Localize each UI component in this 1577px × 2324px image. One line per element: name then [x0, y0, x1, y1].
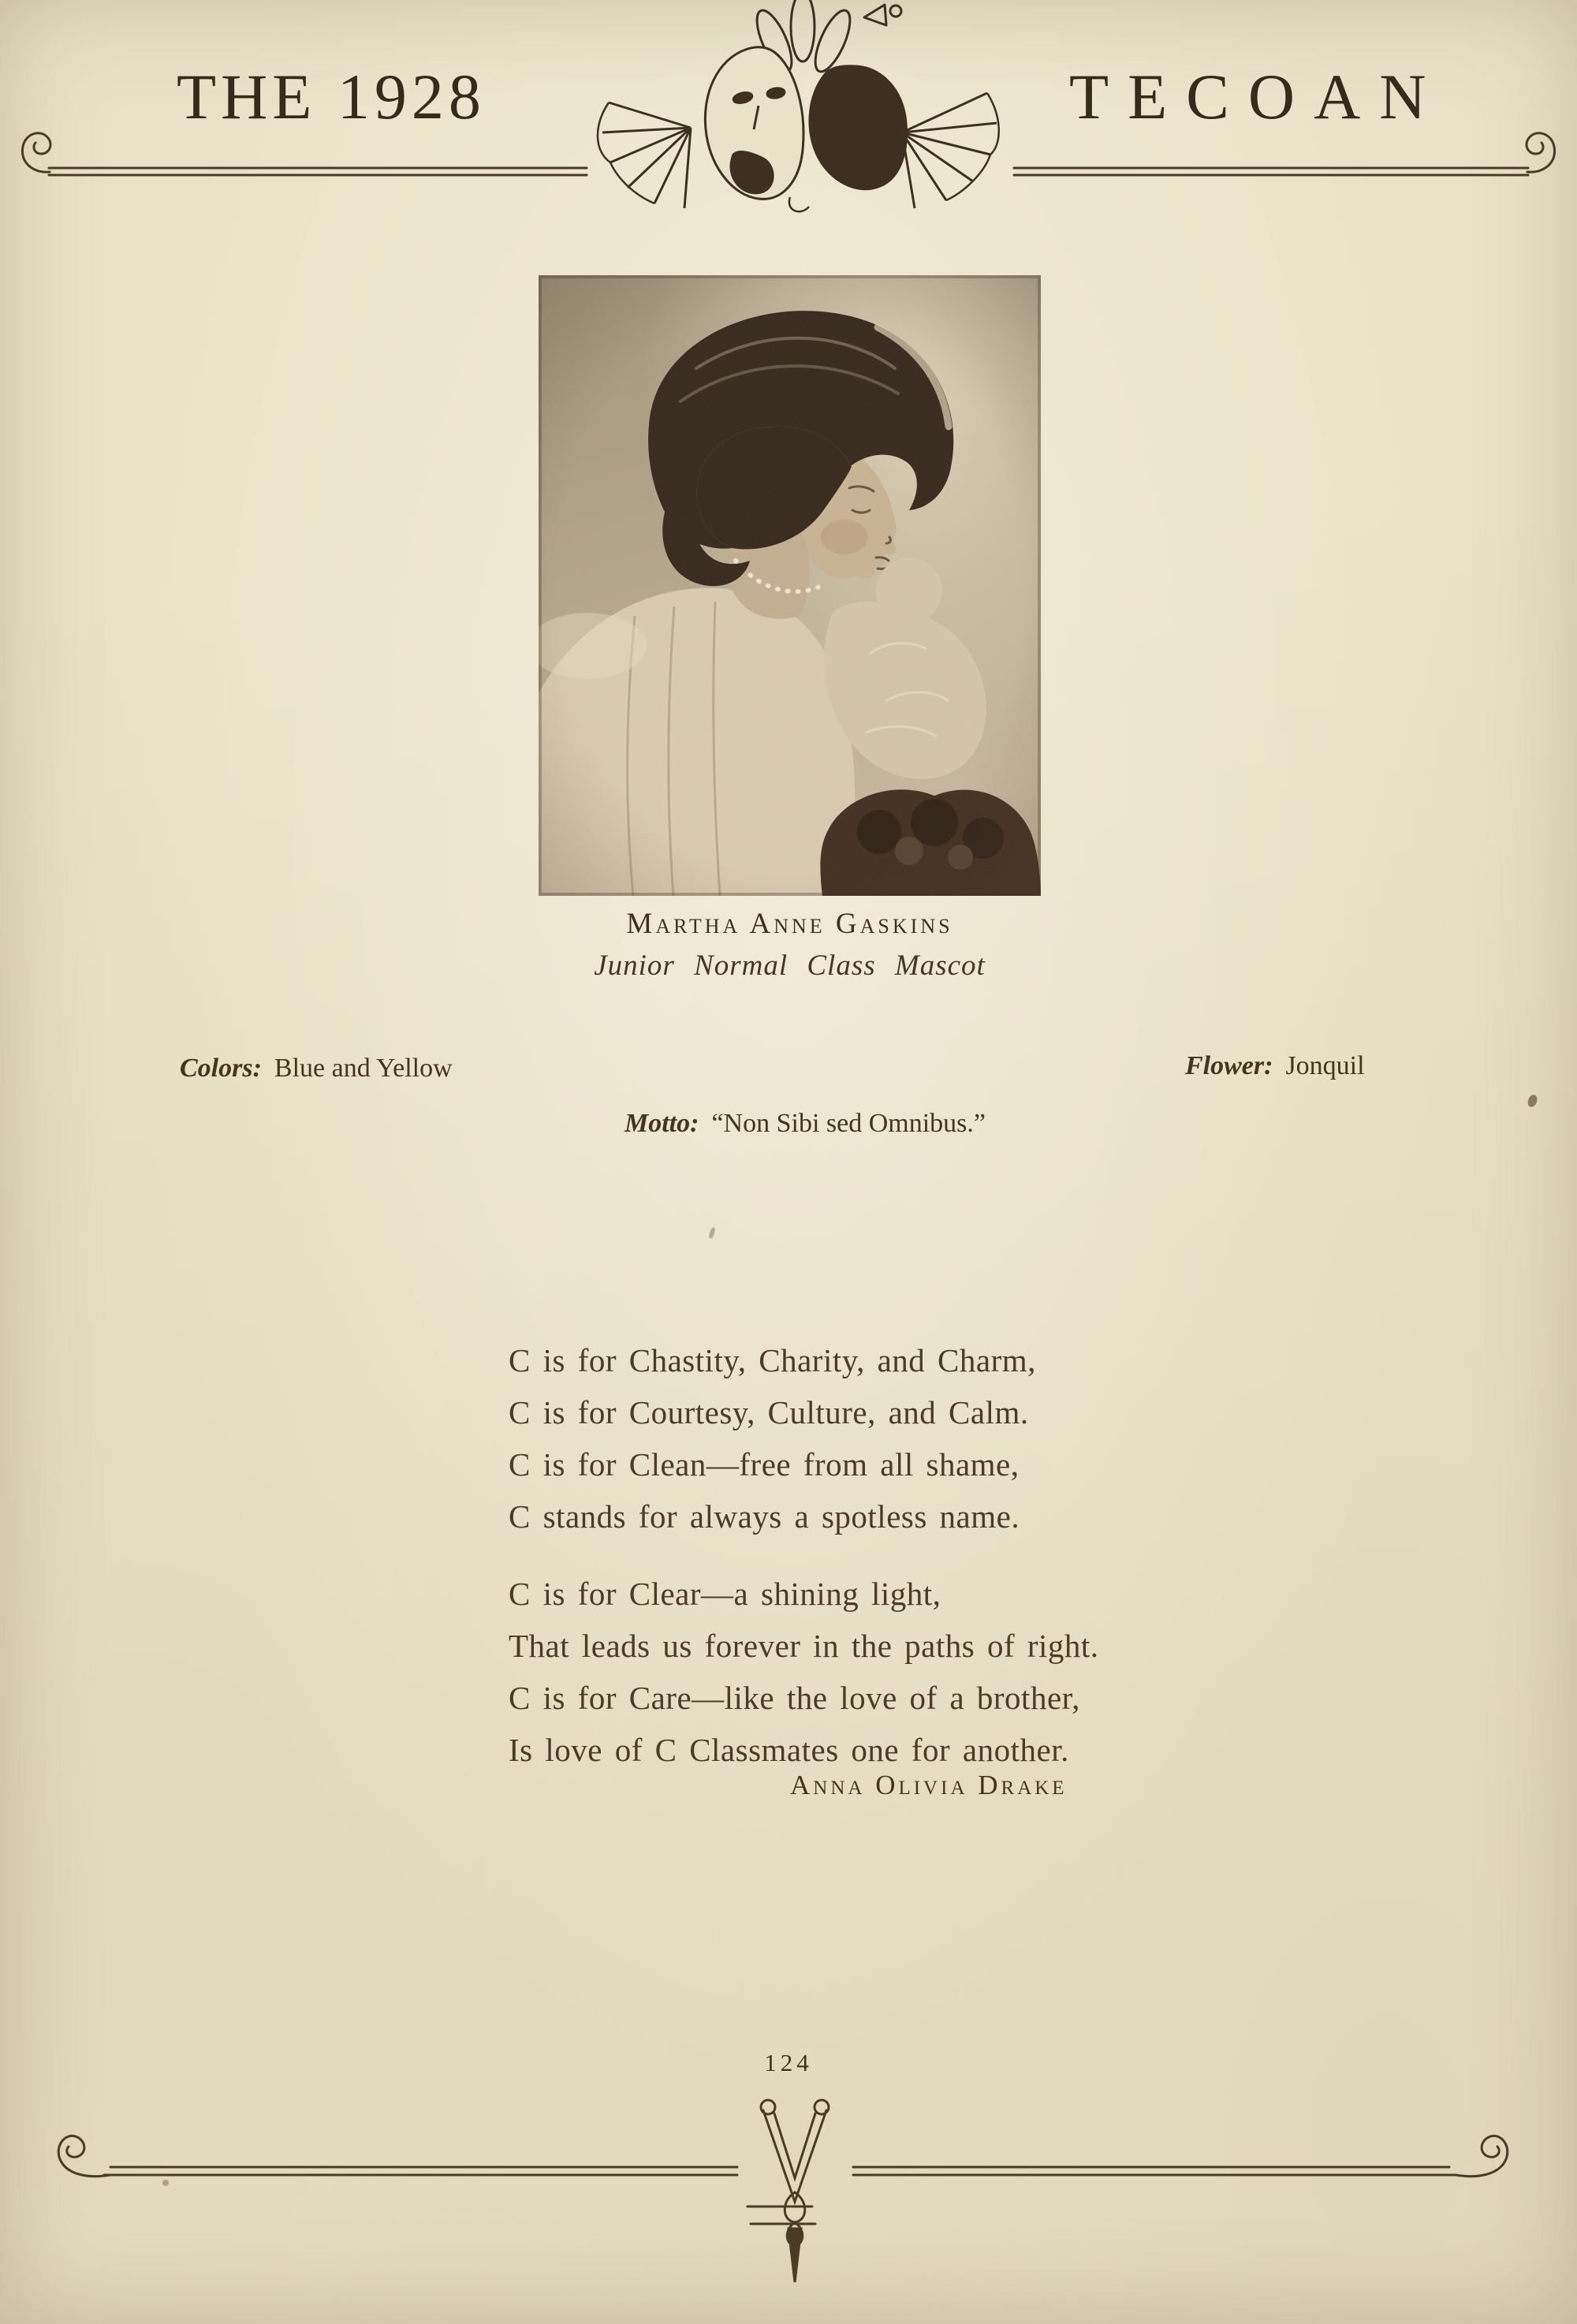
masks-bottom-flourish — [789, 197, 809, 211]
poem-stanza-2 — [509, 1568, 1099, 1776]
class-flower-label: Flower: — [1185, 1051, 1273, 1080]
class-poem — [509, 1334, 1099, 1776]
paper-speck — [162, 2180, 169, 2186]
portrait-caption-role: Junior Normal Class Mascot — [594, 949, 986, 982]
poem-line: C is for Chastity, Charity, and Charm, — [509, 1342, 1036, 1378]
class-colors-row — [180, 1054, 453, 1084]
portrait-caption-name: Martha Anne Gaskins — [626, 908, 953, 940]
header-left-scroll-curl-icon — [22, 133, 50, 172]
tragedy-mask-icon — [705, 47, 803, 200]
page-number: 124 — [764, 2049, 813, 2076]
paper-speck — [708, 1226, 716, 1239]
class-motto-row — [624, 1109, 986, 1139]
header-right-scroll-curl-icon — [1527, 133, 1555, 172]
comedy-tragedy-masks-icon — [587, 0, 1014, 219]
poem-attribution: Anna Olivia Drake — [790, 1770, 1068, 1800]
footer-right-scroll-curl-icon — [1456, 2136, 1508, 2176]
poem-line: C is for Care—like the love of a brother, — [509, 1680, 1080, 1716]
comedy-mask-icon — [810, 66, 907, 189]
class-colors-label: Colors: — [180, 1054, 262, 1083]
poem-line: C is for Clear—a shining light, — [509, 1576, 941, 1612]
class-motto-value: “Non Sibi sed Omnibus.” — [711, 1109, 986, 1138]
portrait-photo — [539, 275, 1041, 896]
class-flower-value: Jonquil — [1285, 1051, 1365, 1080]
header-title-left: THE 1928 — [177, 61, 486, 132]
class-colors-value: Blue and Yellow — [274, 1054, 453, 1083]
poem-line: C stands for always a spotless name. — [509, 1498, 1020, 1535]
masks-left-fan — [598, 103, 691, 208]
paper-speck — [1527, 1094, 1539, 1109]
masks-right-fan — [902, 93, 999, 208]
poem-line: C is for Courtesy, Culture, and Calm. — [509, 1394, 1029, 1431]
footer-left-scroll-curl-icon — [58, 2136, 110, 2176]
portrait-photo-image — [539, 275, 1041, 896]
poem-line: Is love of C Classmates one for another. — [509, 1732, 1069, 1768]
poem-stanza-1 — [509, 1334, 1099, 1542]
header-title-right: TECOAN — [1069, 61, 1445, 132]
class-flower-row — [1185, 1051, 1365, 1081]
footer-center-ornament-icon — [747, 2100, 829, 2282]
footer-rule-flourish — [0, 2090, 1577, 2303]
class-motto-label: Motto: — [624, 1109, 699, 1138]
poem-line: C is for Clean—free from all shame, — [509, 1446, 1020, 1483]
poem-line: That leads us forever in the paths of right. — [509, 1628, 1099, 1664]
